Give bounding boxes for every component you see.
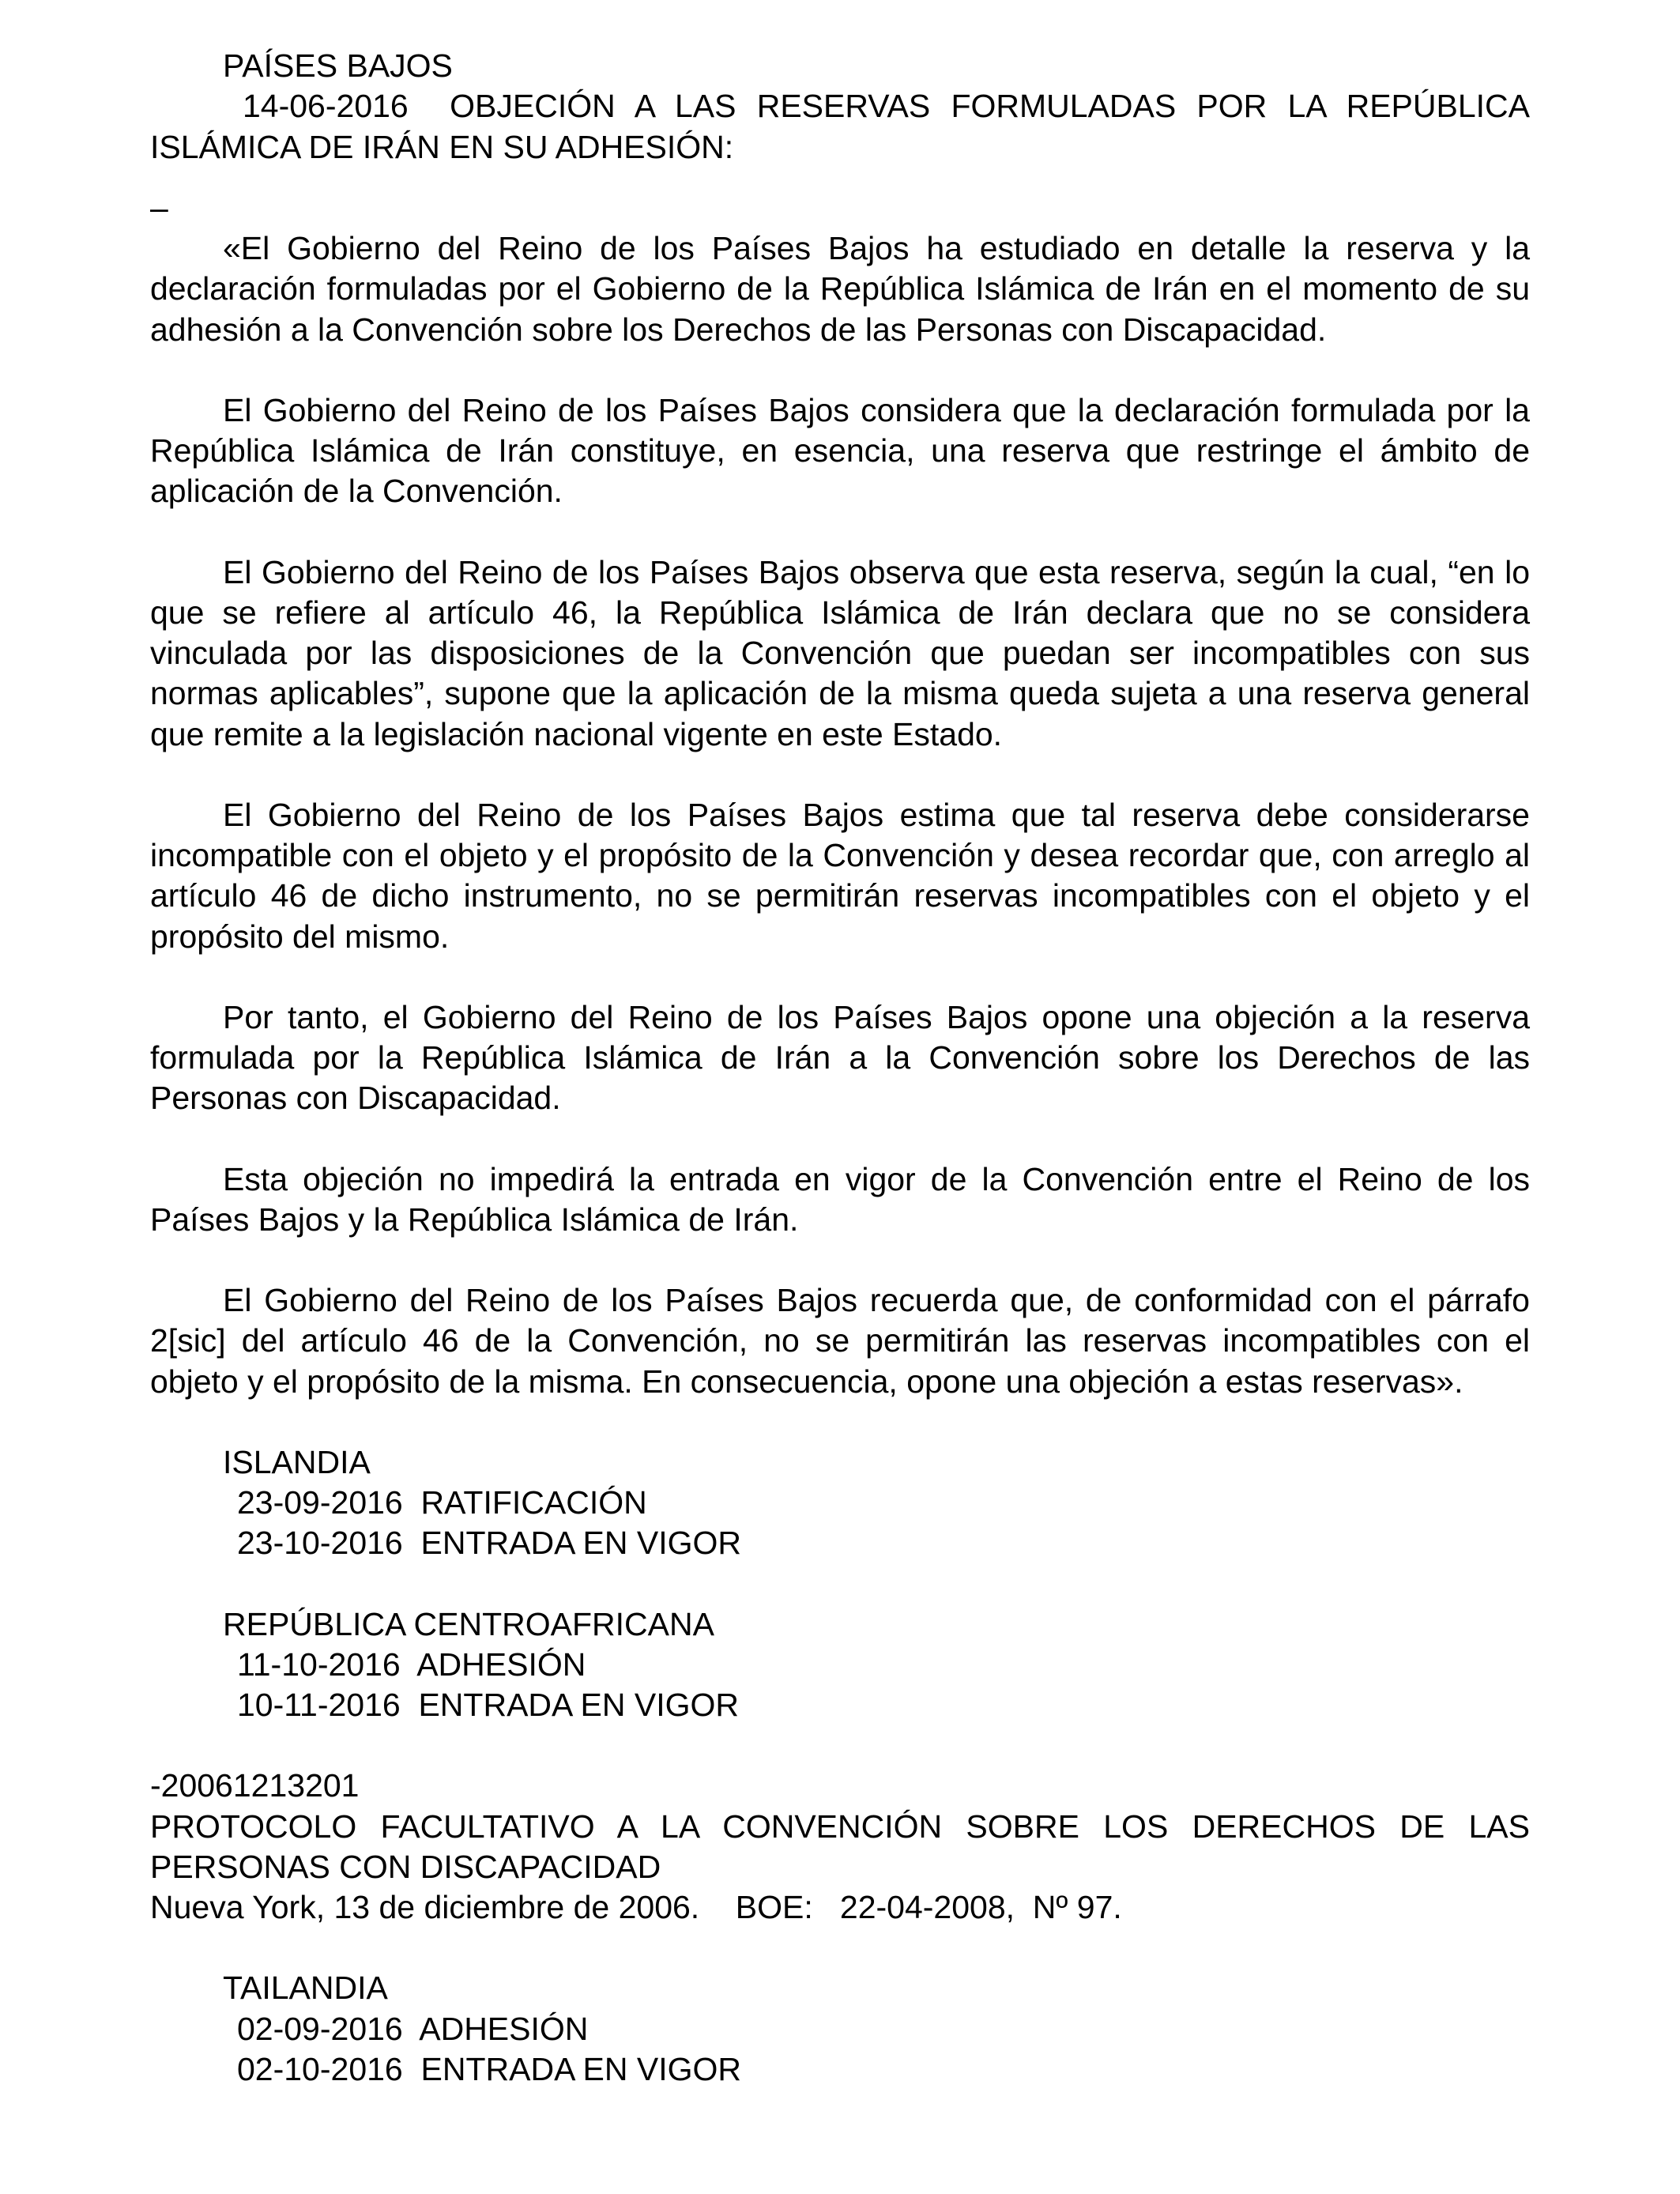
date-entry: 23-09-2016 RATIFICACIÓN <box>237 1484 647 1521</box>
paragraph: El Gobierno del Reino de los Países Bajos considera que la declaración formulada por la República Islámica de Irán constituye, en esencia, una reserva que restringe el ámbito de aplicación de la Convención. <box>150 391 1530 510</box>
date-entry: 23-10-2016 ENTRADA EN VIGOR <box>237 1525 742 1562</box>
paragraph: Esta objeción no impedirá la entrada en vigor de la Convención entre el Reino de los Países Bajos y la República Islámica de Irán. <box>150 1160 1530 1238</box>
country-heading: TAILANDIA <box>223 1970 388 2007</box>
objection-entry-heading: 14-06-2016 OBJECIÓN A LAS RESERVAS FORMULADAS POR LA REPÚBLICA ISLÁMICA DE IRÁN EN SU ADHESIÓN: <box>150 88 1539 165</box>
paragraph: El Gobierno del Reino de los Países Bajos estima que tal reserva debe considerarse incompatible con el objeto y el propósito de la Convención y desea recordar que, con arreglo al artículo 46 de dicho instrumento, no se permitirán reservas incompatibles con el objeto y el propósito del mismo. <box>150 796 1530 955</box>
date-entry: 10-11-2016 ENTRADA EN VIGOR <box>237 1687 739 1723</box>
country-heading: ISLANDIA <box>223 1443 371 1480</box>
dash-mark: – <box>150 189 168 226</box>
protocol-code: -20061213201 <box>150 1767 360 1804</box>
paragraph: «El Gobierno del Reino de los Países Bajos ha estudiado en detalle la reserva y la declaración formuladas por el Gobierno de la República Islámica de Irán en el momento de su adhesión a la Convención sobre los Derechos de las Personas con Discapacidad. <box>150 230 1530 348</box>
date-entry: 02-10-2016 ENTRADA EN VIGOR <box>237 2050 742 2087</box>
paragraph: El Gobierno del Reino de los Países Bajos recuerda que, de conformidad con el párrafo 2[sic] del artículo 46 de la Convención, no se permitirán las reservas incompatibles con el objeto y el propósito de la misma. En consecuencia, opone una objeción a estas reservas». <box>150 1282 1530 1400</box>
country-heading: REPÚBLICA CENTROAFRICANA <box>223 1605 714 1642</box>
paragraph: El Gobierno del Reino de los Países Bajos observa que esta reserva, según la cual, “en lo que se refiere al artículo 46, la República Islámica de Irán declara que no se considera vinculada por las disposiciones de la Convención que puedan ser incompatibles con sus normas aplicables”, supone que la aplicación de la misma queda sujeta a una reserva general que remite a la legislación nacional vigente en este Estado. <box>150 553 1530 752</box>
protocol-meta: Nueva York, 13 de diciembre de 2006. BOE: 22-04-2008, Nº 97. <box>150 1889 1122 1925</box>
country-heading: PAÍSES BAJOS <box>223 47 453 84</box>
paragraph: Por tanto, el Gobierno del Reino de los Países Bajos opone una objeción a la reserva formulada por la República Islámica de Irán a la Convención sobre los Derechos de las Personas con Discapacidad. <box>150 998 1530 1117</box>
date-entry: 02-09-2016 ADHESIÓN <box>237 2010 589 2047</box>
date-entry: 11-10-2016 ADHESIÓN <box>237 1646 586 1683</box>
protocol-title: PROTOCOLO FACULTATIVO A LA CONVENCIÓN SOBRE LOS DERECHOS DE LAS PERSONAS CON DISCAPACIDAD <box>150 1808 1530 1885</box>
